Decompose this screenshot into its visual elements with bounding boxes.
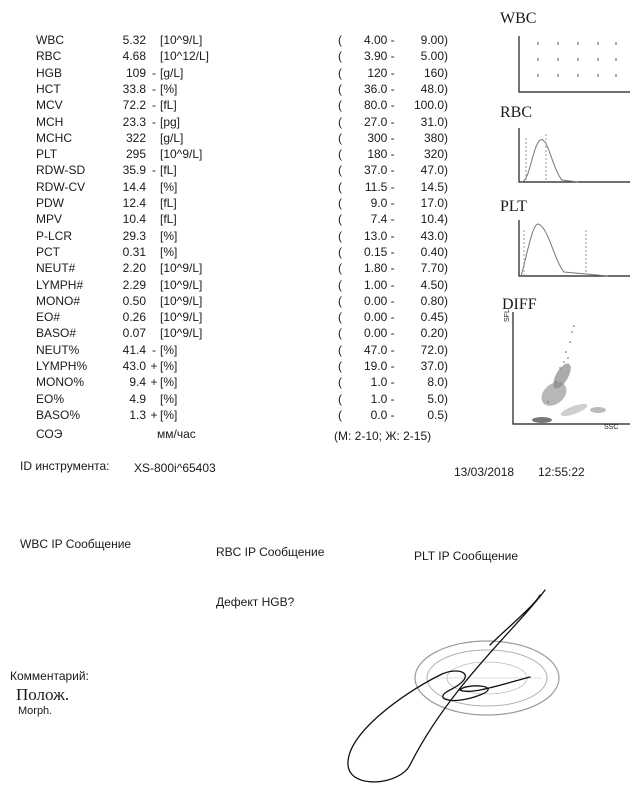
analyte-name: MCV	[36, 98, 63, 113]
analyte-value: 0.07	[122, 326, 146, 341]
signature	[330, 585, 560, 790]
reference-range: ( 3.90 - 5.00)	[338, 49, 449, 64]
reference-range: ( 180 - 320)	[338, 147, 449, 162]
result-row	[0, 358, 470, 374]
reference-range: ( 0.00 - 0.80)	[338, 293, 449, 308]
esr-ref: (М: 2-10; Ж: 2-15)	[334, 429, 432, 443]
analyte-flag: +	[150, 359, 158, 373]
analyte-value: 29.3	[122, 228, 146, 243]
result-row	[0, 65, 470, 81]
analyte-name: HCT	[36, 81, 61, 96]
reference-low: 27.0	[363, 114, 388, 129]
reference-range: ( 27.0 - 31.0)	[338, 114, 449, 129]
analyte-unit: [%]	[160, 81, 178, 96]
analyte-unit: [10^9/L]	[160, 293, 203, 308]
analyte-flag: -	[152, 114, 156, 129]
result-row	[0, 407, 470, 423]
result-row	[0, 146, 470, 162]
reference-low: 300	[367, 130, 388, 145]
result-row	[0, 293, 470, 309]
analyte-name: EO#	[36, 310, 61, 325]
report-time: 12:55:22	[538, 465, 585, 479]
result-row	[0, 260, 470, 276]
diff-scattergram	[512, 312, 630, 426]
analyte-value: 35.9	[122, 163, 146, 178]
instrument-id: XS-800i^65403	[134, 461, 216, 475]
analyte-name: BASO#	[36, 326, 77, 341]
result-row	[0, 48, 470, 64]
analyte-name: WBC	[36, 33, 64, 47]
analyte-value: 14.4	[122, 179, 146, 194]
reference-range: ( 300 - 380)	[338, 130, 449, 145]
reference-low: 1.0	[370, 375, 388, 390]
analyte-name: LYMPH%	[36, 359, 88, 373]
result-row	[0, 114, 470, 130]
reference-high: 100.0	[413, 98, 445, 113]
reference-range: ( 0.0 - 0.5)	[338, 407, 449, 422]
reference-low: 0.15	[363, 244, 388, 259]
rbc-plot-title: RBC	[500, 104, 533, 121]
reference-low: 37.0	[363, 163, 388, 178]
analyte-unit: [fL]	[160, 98, 177, 113]
analyte-name: RDW-SD	[36, 163, 86, 178]
reference-low: 11.5	[364, 179, 388, 194]
reference-low: 80.0	[363, 98, 388, 113]
analyte-name: MPV	[36, 212, 63, 227]
reference-low: 180	[367, 147, 388, 162]
esr-unit: мм/час	[157, 427, 196, 441]
analyte-value: 1.3	[129, 407, 146, 422]
analyte-value: 23.3	[122, 114, 146, 129]
reference-range: ( 37.0 - 47.0)	[338, 163, 449, 178]
reference-high: 0.40	[420, 244, 445, 259]
reference-high: 9.00	[420, 33, 445, 47]
plt-histogram	[518, 220, 630, 278]
reference-range: ( 36.0 - 48.0)	[338, 81, 449, 96]
reference-low: 1.80	[363, 261, 388, 276]
reference-low: 47.0	[363, 342, 388, 357]
esr-name: СОЭ	[36, 427, 63, 441]
analyte-name: PDW	[36, 196, 64, 210]
analyte-unit: [pg]	[160, 114, 181, 129]
reference-high: 47.0	[420, 163, 445, 178]
analyte-value: 5.32	[122, 33, 146, 47]
analyte-unit: [%]	[160, 228, 178, 243]
reference-low: 36.0	[363, 81, 388, 96]
reference-high: 4.50	[420, 277, 445, 292]
result-row	[0, 97, 470, 113]
analyte-unit: [10^9/L]	[160, 33, 203, 47]
reference-high: 160	[423, 65, 445, 80]
reference-range: ( 4.00 - 9.00)	[338, 33, 449, 47]
debris-cluster	[532, 417, 552, 423]
reference-high: 17.0	[420, 196, 445, 210]
result-row	[0, 195, 470, 211]
analyte-name: PCT	[36, 244, 60, 259]
reference-low: 0.00	[363, 326, 388, 341]
analyte-unit: [%]	[160, 179, 178, 194]
reference-high: 0.45	[420, 310, 445, 325]
rbc-histogram-curve	[522, 140, 578, 182]
analyte-flag: -	[152, 98, 156, 113]
reference-range: ( 1.0 - 5.0)	[338, 391, 449, 406]
analyte-value: 72.2	[122, 98, 146, 113]
reference-range: ( 19.0 - 37.0)	[338, 359, 449, 373]
esr-row	[0, 426, 470, 442]
analyte-value: 9.4	[129, 375, 146, 390]
analyte-unit: [%]	[160, 359, 178, 373]
analyte-value: 4.68	[122, 49, 146, 64]
analyte-name: MCH	[36, 114, 64, 129]
plt-histogram-axes	[519, 220, 630, 276]
analyte-name: MCHC	[36, 130, 72, 145]
analyte-unit: [10^12/L]	[160, 49, 210, 64]
reference-high: 10.4	[420, 212, 445, 227]
result-row	[0, 244, 470, 260]
handwritten-comment: Полож.	[16, 685, 70, 704]
analyte-name: NEUT%	[36, 342, 80, 357]
result-row	[0, 32, 470, 48]
wbc-histogram-ticks	[538, 42, 616, 77]
reference-low: 0.00	[363, 310, 388, 325]
analyte-unit: [10^9/L]	[160, 147, 203, 162]
analyte-value: 0.50	[122, 293, 146, 308]
analyte-value: 322	[125, 130, 146, 145]
analyte-flag: -	[152, 81, 156, 96]
diff-x-label: SSC	[604, 424, 619, 431]
reference-high: 0.80	[420, 293, 445, 308]
rbc-ip-message: RBC IP Сообщение	[216, 545, 325, 559]
result-row	[0, 211, 470, 227]
reference-range: ( 80.0 - 100.0)	[338, 98, 449, 113]
analyte-name: BASO%	[36, 407, 81, 422]
reference-range: ( 0.00 - 0.45)	[338, 310, 449, 325]
reference-range: ( 1.00 - 4.50)	[338, 277, 449, 292]
analyte-value: 10.4	[122, 212, 146, 227]
reference-high: 72.0	[420, 342, 445, 357]
analyte-name: P-LCR	[36, 228, 73, 243]
analyte-unit: [fL]	[160, 212, 177, 227]
analyte-value: 43.0	[122, 359, 146, 373]
analyte-flag: -	[152, 342, 156, 357]
analyte-value: 4.9	[129, 391, 146, 406]
result-row	[0, 309, 470, 325]
plt-plot-title: PLT	[500, 198, 527, 215]
analyte-name: NEUT#	[36, 261, 76, 276]
reference-high: 0.20	[420, 326, 445, 341]
reference-high: 37.0	[420, 359, 445, 373]
wbc-plot-title: WBC	[500, 10, 537, 27]
analyte-unit: [10^9/L]	[160, 261, 203, 276]
reference-range: ( 9.0 - 17.0)	[338, 196, 449, 210]
reference-low: 0.0	[370, 407, 388, 422]
result-row	[0, 342, 470, 358]
reference-range: ( 13.0 - 43.0)	[338, 228, 449, 243]
diff-y-label: SFL	[504, 309, 511, 322]
reference-high: 14.5	[420, 179, 445, 194]
analyte-flag: +	[150, 407, 158, 422]
analyte-name: HGB	[36, 65, 63, 80]
reference-low: 0.00	[363, 293, 388, 308]
reference-range: ( 1.80 - 7.70)	[338, 261, 449, 276]
reference-high: 43.0	[420, 228, 445, 243]
result-row	[0, 81, 470, 97]
analyte-name: MONO%	[36, 375, 84, 390]
reference-range: ( 7.4 - 10.4)	[338, 212, 449, 227]
analyte-value: 295	[125, 147, 146, 162]
analyte-name: PLT	[36, 147, 58, 162]
plt-histogram-curve	[521, 224, 608, 276]
reference-high: 320	[423, 147, 445, 162]
reference-high: 0.5	[427, 407, 445, 422]
wbc-histogram	[518, 36, 630, 94]
reference-low: 19.0	[363, 359, 388, 373]
analyte-flag: -	[152, 163, 156, 178]
analyte-unit: [10^9/L]	[160, 326, 203, 341]
reference-range: ( 11.5 - 14.5)	[338, 179, 449, 194]
analyte-unit: [%]	[160, 244, 178, 259]
reference-high: 380	[423, 130, 445, 145]
result-row	[0, 228, 470, 244]
report-date: 13/03/2018	[454, 465, 515, 479]
reference-high: 7.70	[420, 261, 445, 276]
analyte-unit: [g/L]	[160, 130, 184, 145]
analyte-unit: [fL]	[160, 196, 177, 210]
result-row	[0, 179, 470, 195]
reference-range: ( 0.00 - 0.20)	[338, 326, 449, 341]
analyte-flag: -	[152, 65, 156, 80]
wbc-histogram-axes	[519, 36, 630, 92]
analyte-value: 33.8	[122, 81, 146, 96]
result-row	[0, 130, 470, 146]
reference-high: 5.0	[427, 391, 445, 406]
analyte-unit: [%]	[160, 407, 178, 422]
reference-range: ( 0.15 - 0.40)	[338, 244, 449, 259]
analyte-value: 2.20	[122, 261, 146, 276]
analyte-value: 109	[125, 65, 146, 80]
comments-label: Комментарий:	[10, 669, 89, 683]
result-row	[0, 277, 470, 293]
analyte-unit: [fL]	[160, 163, 177, 178]
reference-low: 4.00	[363, 33, 388, 47]
result-row	[0, 391, 470, 407]
diff-plot-title: DIFF	[502, 296, 537, 313]
instrument-label: ID инструмента:	[20, 459, 110, 473]
reference-low: 3.90	[363, 49, 388, 64]
reference-high: 8.0	[427, 375, 445, 390]
analyte-unit: [g/L]	[160, 65, 184, 80]
analyte-name: RBC	[36, 49, 62, 64]
hgb-defect-message: Дефект HGB?	[216, 595, 295, 609]
reference-high: 5.00	[420, 49, 445, 64]
analyte-unit: [%]	[160, 375, 178, 390]
reference-low: 7.4	[370, 212, 388, 227]
reference-low: 120	[367, 65, 388, 80]
analyte-name: LYMPH#	[36, 277, 84, 292]
neut-cluster	[559, 401, 588, 418]
reference-low: 1.0	[370, 391, 388, 406]
rbc-histogram	[518, 128, 630, 184]
analyte-unit: [%]	[160, 342, 178, 357]
rbc-histogram-axes	[519, 128, 630, 182]
reference-range: ( 120 - 160)	[338, 65, 449, 80]
reference-low: 9.0	[370, 196, 388, 210]
analyte-flag: +	[150, 375, 158, 390]
reference-high: 31.0	[420, 114, 445, 129]
analyte-value: 0.31	[122, 244, 146, 259]
reference-range: ( 1.0 - 8.0)	[338, 375, 449, 390]
analyte-name: RDW-CV	[36, 179, 86, 194]
analyte-value: 2.29	[122, 277, 146, 292]
reference-high: 48.0	[420, 81, 445, 96]
analyte-unit: [10^9/L]	[160, 310, 203, 325]
analyte-unit: [%]	[160, 391, 178, 406]
result-row	[0, 162, 470, 178]
reference-low: 1.00	[363, 277, 388, 292]
reference-low: 13.0	[363, 228, 388, 243]
analyte-unit: [10^9/L]	[160, 277, 203, 292]
analyte-value: 0.26	[122, 310, 146, 325]
result-row	[0, 374, 470, 390]
wbc-ip-message: WBC IP Сообщение	[20, 537, 132, 551]
analyte-name: EO%	[36, 391, 65, 406]
eo-cluster	[590, 407, 606, 413]
reference-range: ( 47.0 - 72.0)	[338, 342, 449, 357]
analyte-value: 12.4	[122, 196, 146, 210]
result-row	[0, 325, 470, 341]
plt-ip-message: PLT IP Сообщение	[414, 549, 518, 563]
morph-note: Morph.	[18, 705, 53, 717]
analyte-value: 41.4	[122, 342, 146, 357]
analyte-name: MONO#	[36, 293, 81, 308]
